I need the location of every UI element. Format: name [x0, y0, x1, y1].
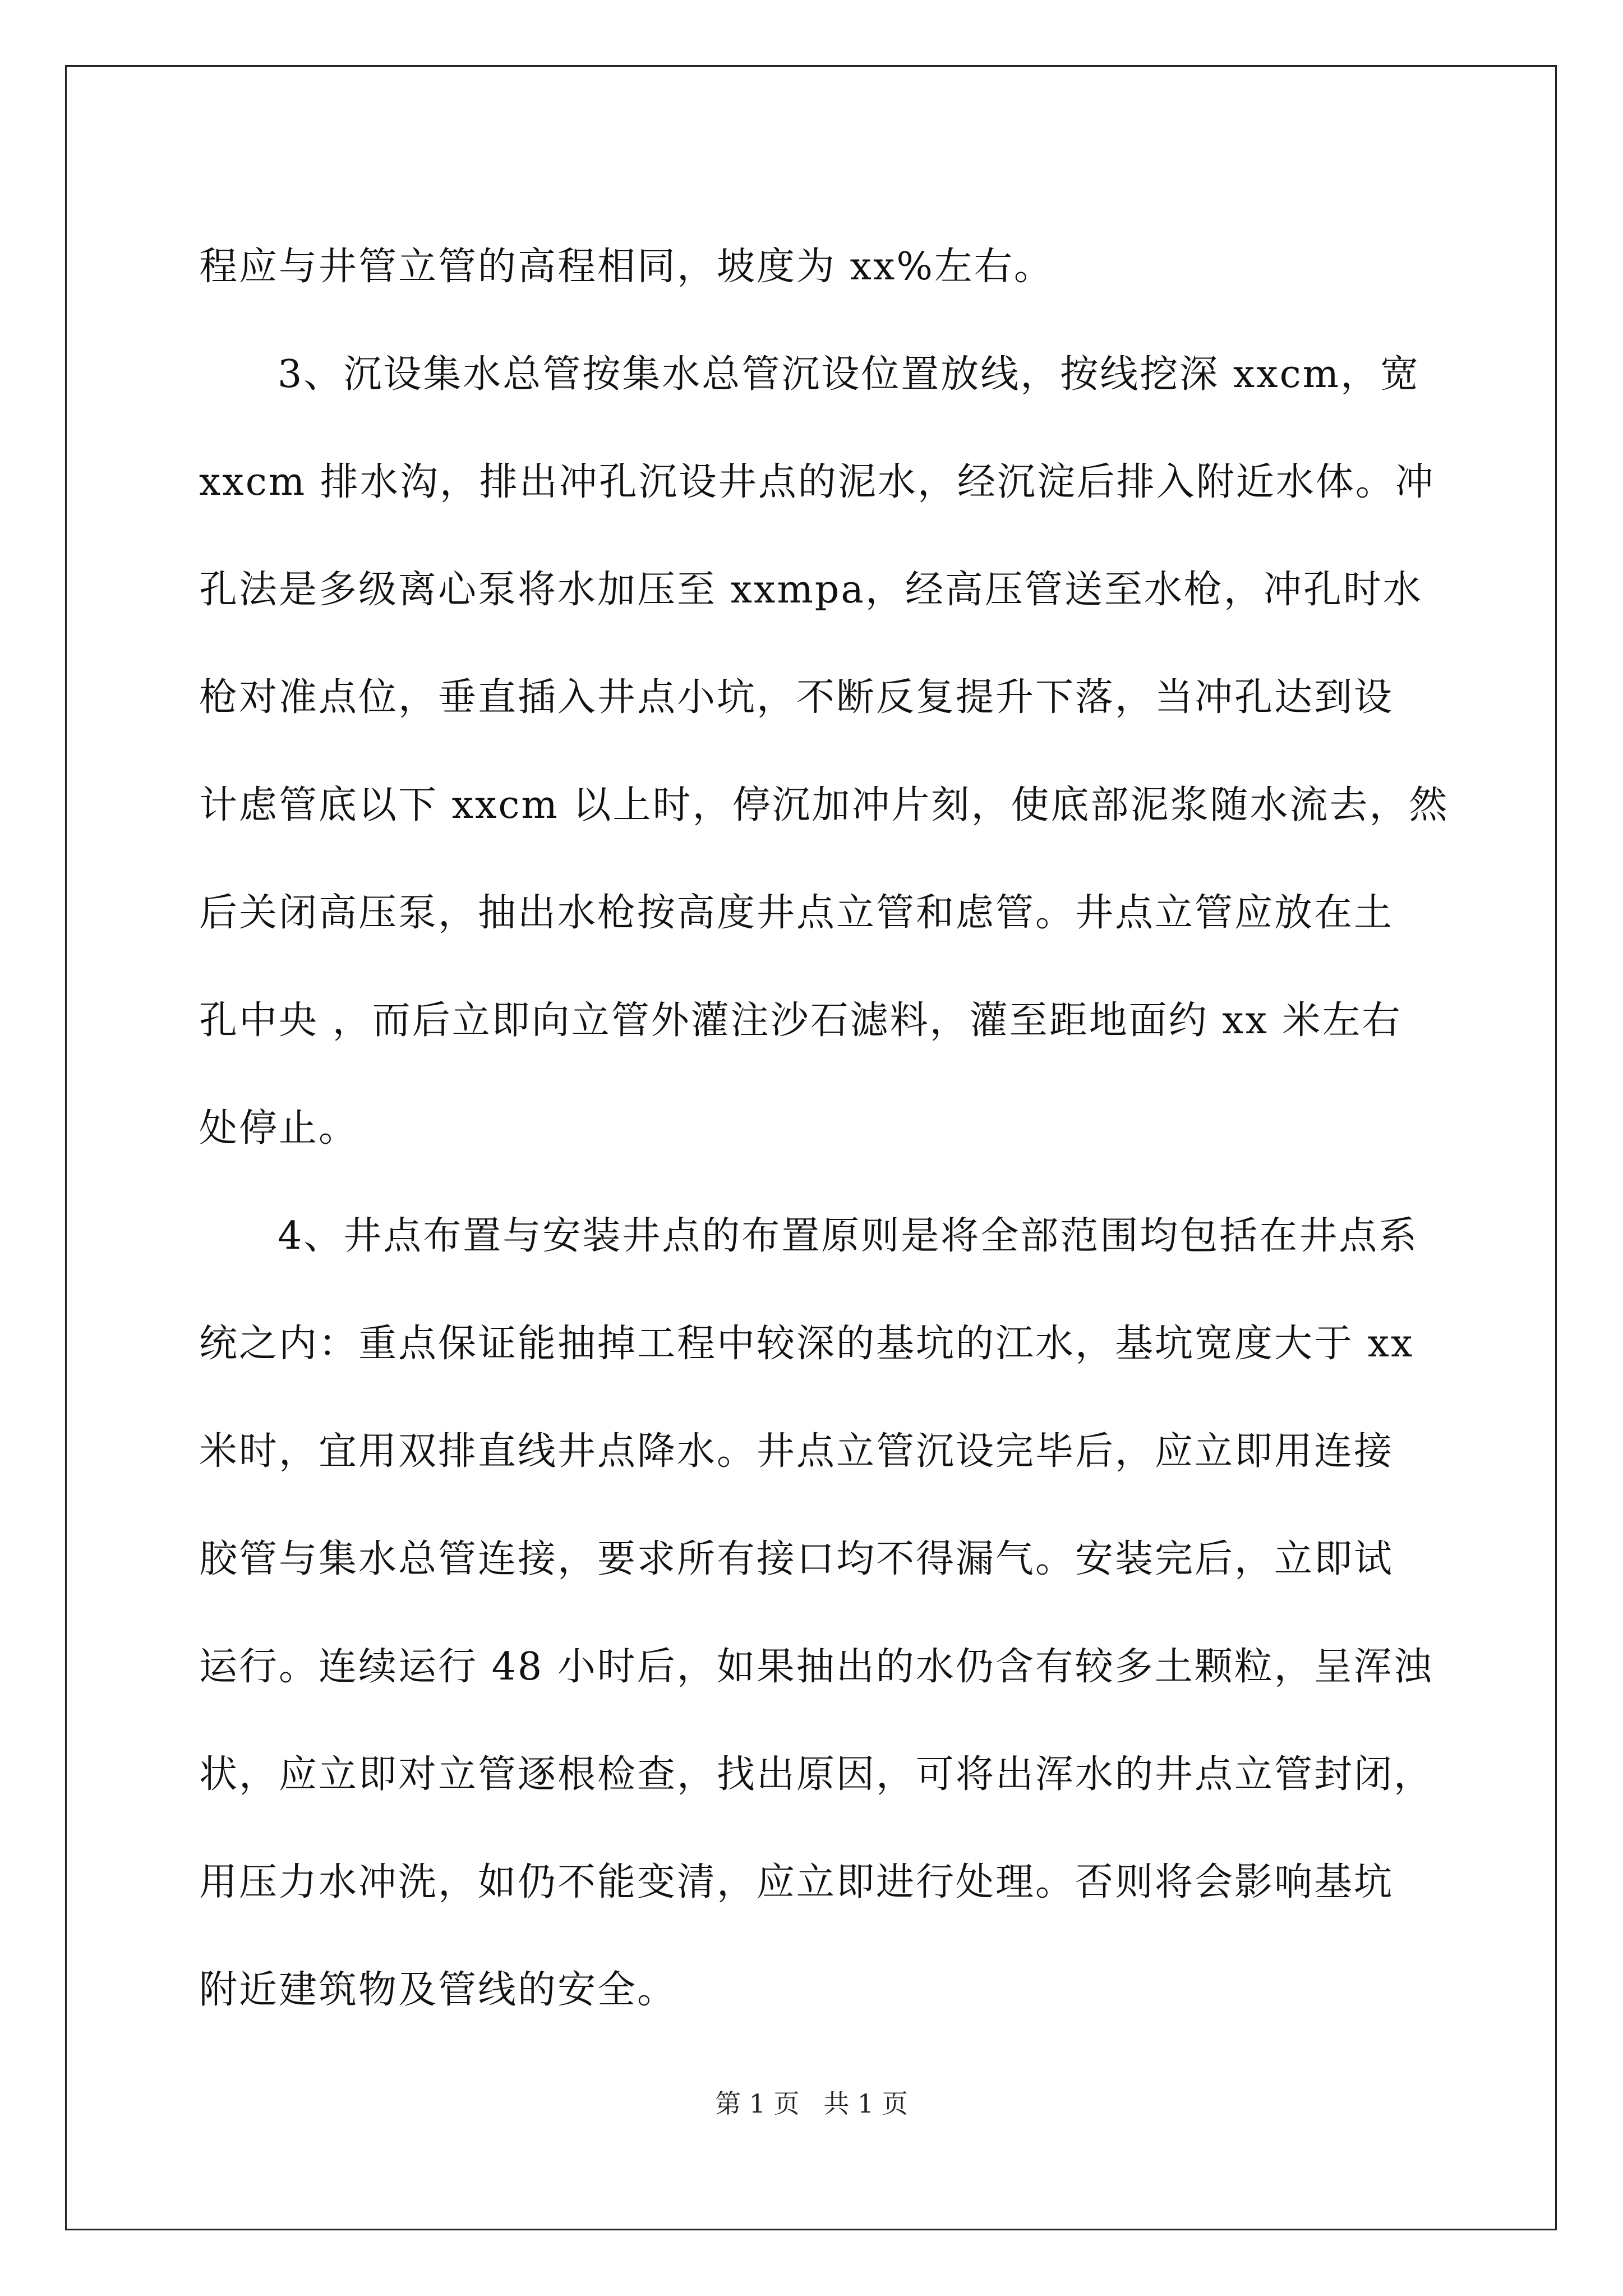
text-line: 孔法是多级离心泵将水加压至 xxmpa，经高压管送至水枪，冲孔时水	[199, 568, 1423, 612]
text-line: 胶管与集水总管连接，要求所有接口均不得漏气。安装完后，立即试	[199, 1537, 1394, 1581]
text-line: 计虑管底以下 xxcm 以上时，停沉加冲片刻，使底部泥浆随水流去，然	[199, 783, 1449, 827]
text-line: 米时，宜用双排直线井点降水。井点立管沉设完毕后，应立即用连接	[199, 1429, 1394, 1474]
page-number-current: 第 1 页	[715, 2088, 800, 2119]
text-line: 处停止。	[199, 1106, 359, 1151]
paragraph-3-start: 3、沉设集水总管按集水总管沉设位置放线，按线挖深 xxcm，宽	[278, 352, 1421, 397]
paragraph-4-start: 4、井点布置与安装井点的布置原则是将全部范围均包括在井点系	[278, 1214, 1419, 1258]
text-line: 附近建筑物及管线的安全。	[199, 1968, 677, 2012]
text-line: 枪对准点位，垂直插入井点小坑，不断反复提升下落，当冲孔达到设	[199, 675, 1394, 720]
text-line: 统之内：重点保证能抽掉工程中较深的基坑的江水，基坑宽度大于 xx	[199, 1322, 1414, 1366]
document-body	[199, 213, 1449, 2044]
page-footer	[0, 2087, 1623, 2120]
text-line: 后关闭高压泵，抽出水枪按高度井点立管和虑管。井点立管应放在土	[199, 891, 1394, 935]
text-line: 孔中央 ，而后立即向立管外灌注沙石滤料，灌至距地面约 xx 米左右	[199, 999, 1402, 1043]
text-line: xxcm 排水沟，排出冲孔沉设井点的泥水，经沉淀后排入附近水体。冲	[199, 460, 1435, 504]
text-line: 程应与井管立管的高程相同，坡度为 xx%左右。	[199, 245, 1054, 289]
text-line: 用压力水冲洗，如仍不能变清，应立即进行处理。否则将会影响基坑	[199, 1860, 1394, 1904]
page-number-total: 共 1 页	[823, 2088, 908, 2119]
text-line: 运行。连续运行 48 小时后，如果抽出的水仍含有较多土颗粒，呈浑浊	[199, 1645, 1433, 1689]
text-line: 状，应立即对立管逐根检查，找出原因，可将出浑水的井点立管封闭，	[199, 1752, 1434, 1797]
